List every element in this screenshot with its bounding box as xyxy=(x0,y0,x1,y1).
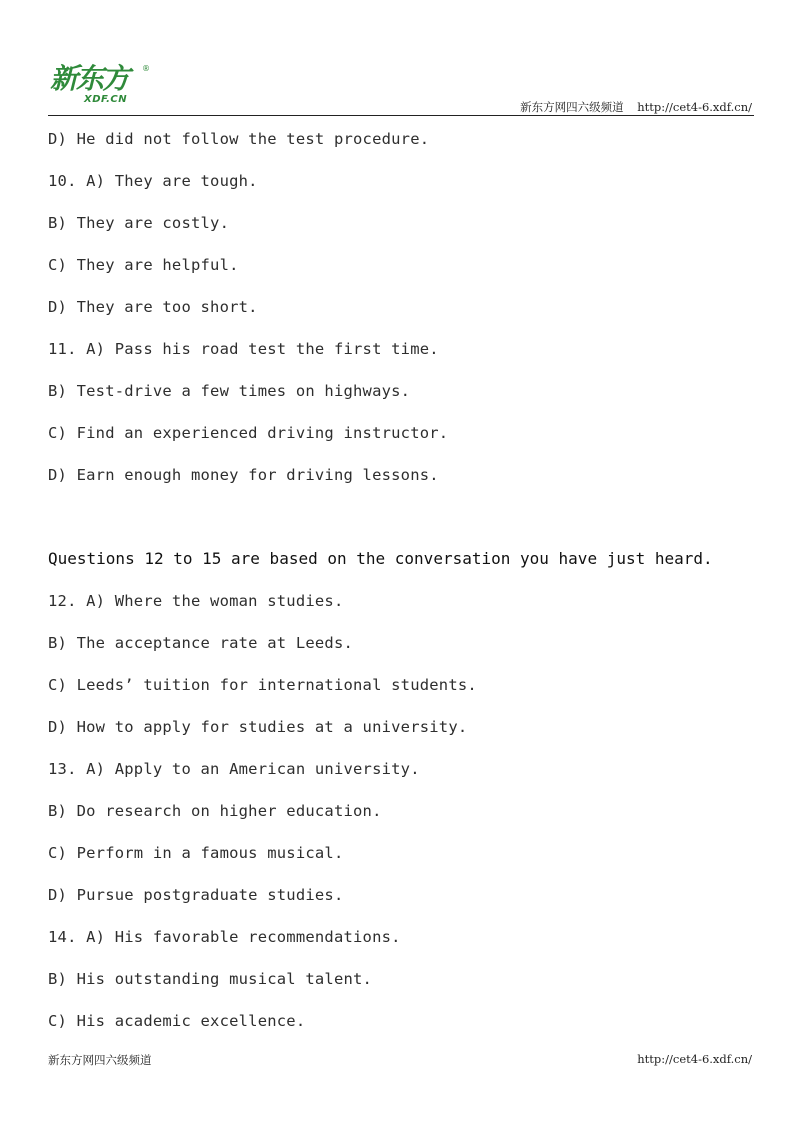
option-12d: D) How to apply for studies at a university. xyxy=(48,718,468,736)
section-heading: Questions 12 to 15 are based on the conversation you have just heard. xyxy=(48,549,713,568)
option-14b: B) His outstanding musical talent. xyxy=(48,970,373,988)
option-10c: C) They are helpful. xyxy=(48,256,239,274)
option-11d: D) Earn enough money for driving lessons. xyxy=(48,466,439,484)
option-12c: C) Leeds’ tuition for international students. xyxy=(48,676,477,694)
blank-line xyxy=(48,504,758,546)
question-13-option-a: 13. A) Apply to an American university. xyxy=(48,760,420,778)
footer-site-url[interactable]: http://cet4-6.xdf.cn/ xyxy=(637,1052,752,1066)
xdf-logo xyxy=(50,64,160,108)
header-divider xyxy=(48,115,754,116)
question-14-option-a: 14. A) His favorable recommendations. xyxy=(48,928,401,946)
option-13d: D) Pursue postgraduate studies. xyxy=(48,886,344,904)
option-11c: C) Find an experienced driving instructor. xyxy=(48,424,449,442)
logo-chinese-text: 新东方 xyxy=(50,62,129,95)
registered-mark: ® xyxy=(142,64,150,73)
footer-site-name: 新东方网四六级频道 xyxy=(48,1053,152,1067)
option-14c: C) His academic excellence. xyxy=(48,1012,306,1030)
header-site-url[interactable]: http://cet4-6.xdf.cn/ xyxy=(637,100,752,114)
option-10d: D) They are too short. xyxy=(48,298,258,316)
question-content xyxy=(48,126,758,1050)
option-13c: C) Perform in a famous musical. xyxy=(48,844,344,862)
option-11b: B) Test-drive a few times on highways. xyxy=(48,382,411,400)
option-9d: D) He did not follow the test procedure. xyxy=(48,130,430,148)
question-12-option-a: 12. A) Where the woman studies. xyxy=(48,592,344,610)
question-11-option-a: 11. A) Pass his road test the first time. xyxy=(48,340,439,358)
option-13b: B) Do research on higher education. xyxy=(48,802,382,820)
header-site-name: 新东方网四六级频道 xyxy=(520,100,624,114)
question-10-option-a: 10. A) They are tough. xyxy=(48,172,258,190)
logo-english-text: XDF.CN xyxy=(84,94,128,105)
option-10b: B) They are costly. xyxy=(48,214,230,232)
option-12b: B) The acceptance rate at Leeds. xyxy=(48,634,354,652)
header-site-info xyxy=(520,99,752,115)
